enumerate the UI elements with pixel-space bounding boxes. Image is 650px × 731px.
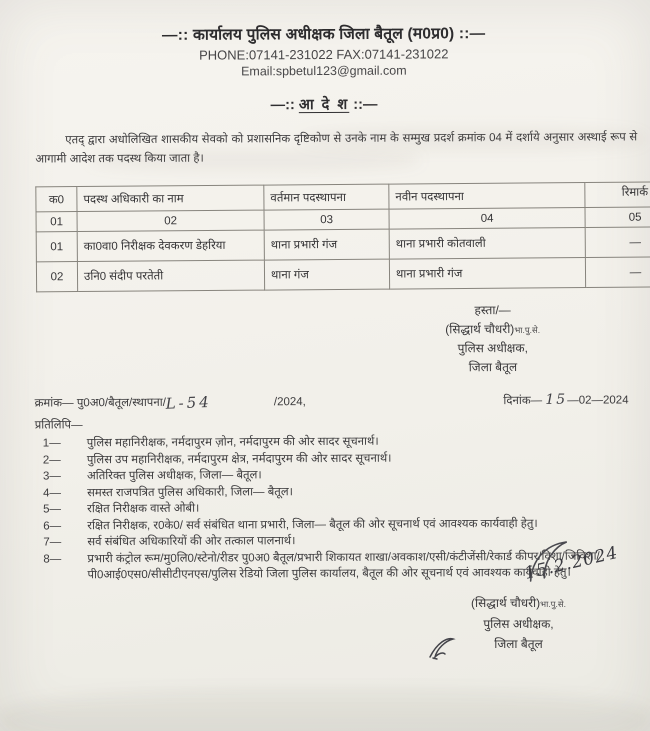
copy-item-number: 2— — [42, 453, 61, 466]
date-rest: —02—2024 — [567, 394, 629, 407]
copy-item-text: पुलिस महानिरीक्षक, नर्मदापुरम ज़ोन, नर्मदापुरम की ओर सादर सूचनार्थ। — [86, 435, 379, 450]
transfer-table — [35, 181, 650, 292]
cell-sno: 02 — [36, 262, 77, 292]
signature-block-bottom — [411, 593, 626, 654]
letterhead — [0, 0, 649, 80]
reference-date — [503, 391, 628, 408]
email-line: Email:spbetul123@gmail.com — [241, 63, 407, 79]
col-header-name: पदस्थ अधिकारी का नाम — [77, 185, 264, 211]
copy-item-text: रक्षित निरीक्षक वास्ते ओबी। — [87, 502, 200, 516]
office-title: —:: कार्यालय पुलिस अधीक्षक जिला बैतूल (म0प्र0) ::— — [161, 25, 486, 44]
cell-remark: — — [585, 257, 650, 288]
copies-list — [43, 432, 638, 584]
col-header-current-posting: वर्तमान पदस्थापना — [264, 184, 389, 210]
signatory-service: भा.पु.से. — [540, 599, 566, 609]
signatory-designation: पुलिस अधीक्षक, — [483, 617, 554, 631]
cell-officer-name: उनि0 संदीप परतेती — [77, 260, 264, 291]
reference-number-suffix: /2024, — [273, 396, 306, 409]
cell-current-posting: थाना प्रभारी गंज — [264, 229, 389, 260]
copy-item-number: 6— — [43, 519, 62, 532]
signatory-district: जिला बैतूल — [468, 359, 518, 374]
handwritten-day: 15 — [545, 391, 568, 408]
scan-shadow — [0, 690, 650, 731]
col-number: 01 — [36, 212, 77, 232]
signatory-service: भा.पु.से. — [514, 324, 541, 335]
signatory-name: (सिद्धार्थ चौधरी) — [471, 596, 541, 610]
cell-new-posting: थाना प्रभारी कोतवाली — [389, 228, 585, 260]
copy-item-text: प्रभारी कंट्रोल रूम/मु0लि0/स्टेनो/रीडर पु0अ0 बैतूल/प्रभारी शिकायत शाखा/अवकाश/एसी/कंटीजेंसी/रेकार्ड कीपर/विशा/जिविशा/पी0आई0एस0/सीसीटीएनएस/पुलिस रेडियो जिला पुलिस कार्यालय, बैतूल की ओर सूचनार्थ एवं आवश्यक कार्यवाही हेतु। — [87, 550, 600, 582]
cell-remark: — — [585, 227, 650, 258]
copy-item-number: 7— — [43, 536, 62, 549]
signed-label: हस्ता/— — [474, 303, 511, 318]
copies-label: प्रतिलिपि— — [34, 419, 83, 432]
order-heading-suffix: ::— — [349, 96, 378, 113]
reference-line — [34, 389, 629, 413]
copy-item-text: सर्व संबंधित अधिकारियों की ओर तत्काल पालनार्थ। — [87, 535, 296, 549]
col-number: 02 — [77, 210, 264, 231]
col-header-new-posting: नवीन पदस्थापना — [389, 183, 585, 210]
copy-item-number: 3— — [42, 470, 61, 483]
cell-officer-name: का0वा0 निरीक्षक देवकरण डेहरिया — [77, 230, 264, 261]
copy-item-number: 8— — [43, 552, 62, 565]
signatory-designation: पुलिस अधीक्षक, — [457, 340, 528, 356]
order-heading-text: आ दे श — [298, 96, 350, 114]
cell-sno: 01 — [36, 232, 77, 262]
date-label: दिनांक— — [503, 394, 543, 408]
copy-item-text: समस्त राजपत्रित पुलिस अधिकारी, जिला— बैतूल। — [87, 485, 294, 499]
col-header-sno: क0 — [36, 187, 77, 212]
copy-item-text: अतिरिक्त पुलिस अधीक्षक, जिला— बैतूल। — [86, 469, 262, 483]
table-row — [36, 227, 650, 262]
cell-current-posting: थाना गंज — [264, 259, 389, 290]
table-row — [36, 257, 650, 292]
signatory-name-line — [390, 319, 595, 340]
handwritten-ref-number: L-54 — [165, 392, 213, 413]
signature-block-top — [390, 301, 595, 377]
col-number: 03 — [264, 209, 389, 230]
reference-number-label: क्रमांक— पु0अ0/बैतूल/स्थापना/ — [34, 396, 166, 410]
copy-item-number: 5— — [43, 503, 62, 516]
col-number: 04 — [389, 208, 585, 230]
copy-item-number: 4— — [43, 486, 61, 499]
copy-item — [43, 548, 637, 584]
reference-number — [34, 391, 306, 413]
copy-item-text: रक्षित निरीक्षक, र0के0/ सर्व संबंधित थाना प्रभारी, जिला— बैतूल की ओर सूचनार्थ एवं आवश्यक कार्यवाही हेतु। — [87, 517, 538, 532]
phone-fax-line: PHONE:07141-231022 FAX:07141-231022 — [199, 46, 449, 63]
signatory-name-line — [411, 593, 626, 614]
copy-item-number: 1— — [42, 437, 61, 450]
order-heading — [0, 92, 649, 115]
copy-item-text: पुलिस उप महानिरीक्षक, नर्मदापुरम क्षेत्र, नर्मदापुरम की ओर सादर सूचनार्थ। — [86, 452, 392, 466]
cell-new-posting: थाना प्रभारी गंज — [389, 258, 585, 290]
col-number: 05 — [585, 207, 650, 228]
signatory-district: जिला बैतूल — [494, 637, 543, 651]
order-body-paragraph: एतद् द्वारा अधोलिखित शासकीय सेवको को प्रशासनिक दृष्टिकोण से उनके नाम के सम्मुख प्रदर्श क्रमांक 04 में दर्शाये अनुसार अस्थाई रूप से आगामी आदेश तक पदस्थ किया जाता है। — [35, 131, 638, 166]
handwritten-date-text: 15.2.2024 — [522, 542, 621, 584]
signatory-name: (सिद्धार्थ चौधरी) — [445, 321, 515, 336]
order-heading-prefix: —:: — [270, 97, 299, 114]
col-header-remark: रिमार्क — [585, 182, 650, 208]
signature-squiggle-icon — [427, 633, 457, 661]
